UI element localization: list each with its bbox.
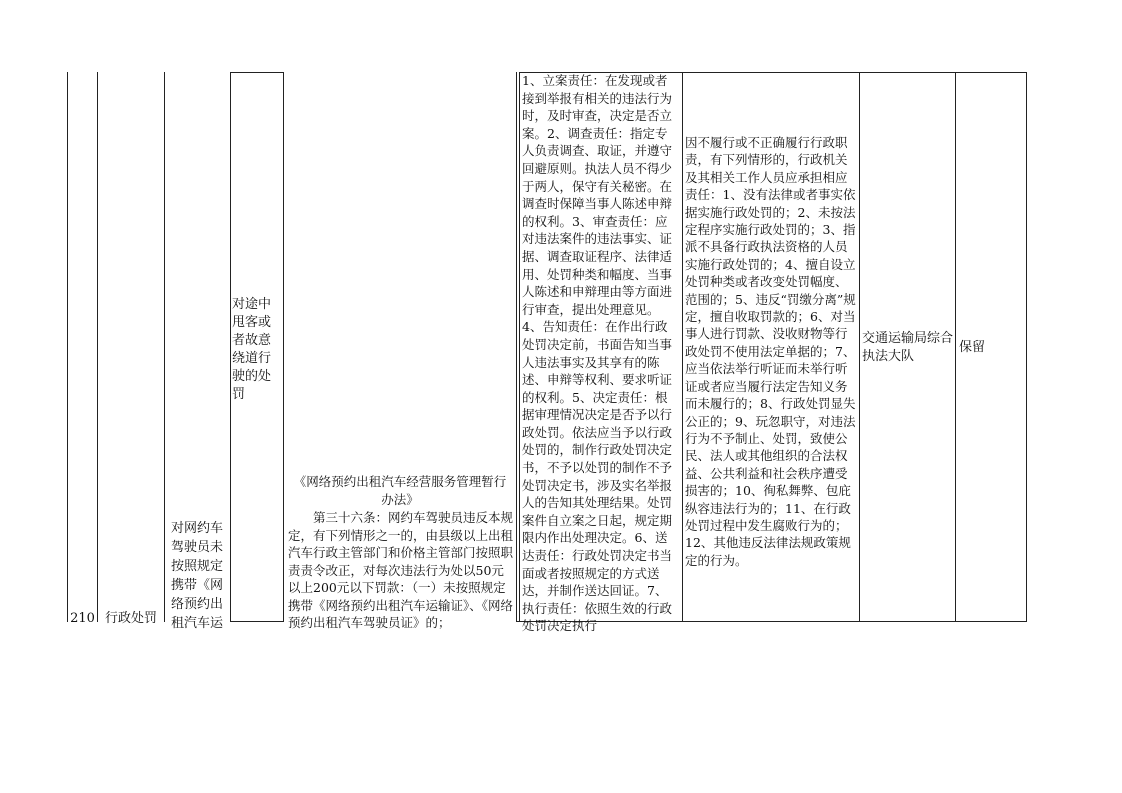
responsibility-text: 1、立案责任：在发现或者接到举报有相关的违法行为时，及时审查，决定是否立案。2、调查责任：指定专人负责调查、取证，并遵守回避原则。执法人员不得少于两人，保守有关秘密。在调查时保障当事人陈述申辩的权利。3、审查责任：应对违法案件的违法事实、证据、调查取证程序、法律适用、处罚种类和幅度、当事人陈述和申辩理由等方面进行审查，提出处理意见。4、告知责任：在作出行政处罚决定前，书面告知当事人违法事实及其享有的陈述、申辩等权利、要求听证的权利。5、决定责任：根据审理情况决定是否予以行政处罚。依法应当予以行政处罚的，制作行政处罚决定书，不予以处罚的制作不予处罚决定书，涉及实名举报人的告知其处理结果。处罚案件自立案之日起，规定期限内作出处理决定。6、送达责任：行政处罚决定书当面或者按照规定的方式送达，并制作送达回证。7、执行责任：依照生效的行政处罚决定执行 [522, 73, 673, 634]
category: 行政处罚 [104, 611, 157, 626]
grid-line [230, 621, 283, 622]
grid-line [859, 72, 860, 622]
sub-item-cell [166, 73, 229, 631]
row-number-cell [68, 73, 97, 626]
department: 交通运输局综合执法大队 [862, 331, 954, 364]
grid-line [230, 72, 283, 73]
legal-basis-cell [284, 73, 516, 630]
grid-line [682, 72, 683, 622]
grid-line [955, 72, 956, 622]
grid-line [164, 72, 165, 622]
item-name: 对途中甩客或者故意绕道行驶的处罚 [232, 297, 272, 402]
responsibility-cell [520, 73, 682, 634]
status: 保留 [959, 340, 986, 355]
grid-line [516, 72, 517, 622]
row-number: 210 [70, 611, 95, 626]
grid-line [230, 72, 231, 622]
legal-basis-title: 《网络预约出租汽车经营服务管理暂行办法》 [293, 474, 507, 507]
category-cell [98, 73, 164, 626]
legal-basis-text: 第三十六条：网约车驾驶员违反本规定，有下列情形之一的，由县级以上出租汽车行政主管部门和价格主管部门按照职责责令改正，对每次违法行为处以50元以上200元以下罚款：（一）未按照规定携带《网络预约出租汽车运输证》、《网络预约出租汽车驾驶员证》的； [288, 510, 514, 630]
grid-line [1026, 72, 1027, 622]
accountability-text: 因不履行或不正确履行行政职责，有下列情形的，行政机关及其相关工作人员应承担相应责任：1、没有法律或者事实依据实施行政处罚的；2、未按法定程序实施行政处罚的；3、指派不具备行政执法资格的人员实施行政处罚的；4、擅自设立处罚种类或者改变处罚幅度、范围的；5、违反“罚缴分离”规定，擅自收取罚款的；6、对当事人进行罚款、没收财物等行政处罚不使用法定单据的；7、应当依法举行听证而未举行听证或者应当履行法定告知义务而未履行的；8、行政处罚显失公正的；9、玩忽职守，对违法行为不予制止、处罚，致使公民、法人或其他组织的合法权益、公共利益和社会秩序遭受损害的；10、徇私舞弊、包庇纵容违法行为的；11、在行政处罚过程中发生腐败行为的；12、其他违反法律法规政策规定的行为。 [685, 135, 856, 568]
sub-item: 对网约车驾驶员未按照规定携带《网络预约出租汽车运 [171, 521, 224, 631]
